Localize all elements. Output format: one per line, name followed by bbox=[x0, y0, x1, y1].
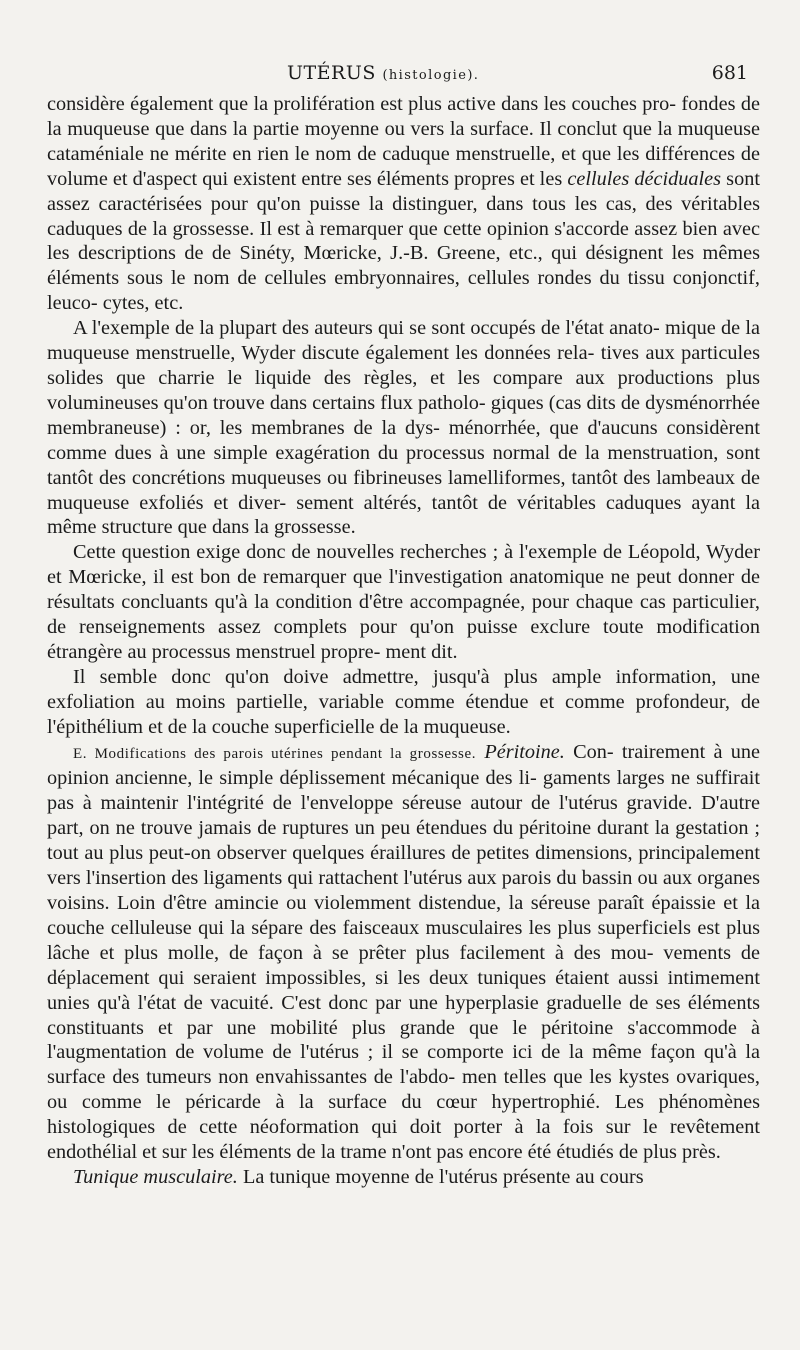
page-number: 681 bbox=[711, 62, 748, 84]
paragraph-4: Il semble donc qu'on doive admettre, jusqu'à plus ample information, une exfoliation au moins partielle, variable comme étendue et comme profondeur, de l'épithélium et de la couche superficielle de la muqueuse. bbox=[47, 665, 760, 738]
running-header bbox=[47, 56, 760, 92]
section-e-text: Con- trairement à une opinion ancienne, le simple déplissement mécanique des li- gaments larges ne suffirait pas à maintenir l'intégrité de l'enveloppe séreuse autour de l'utérus gravide. D'autre part, on ne trouve jamais de ruptures un peu étendues du péritoine durant la gestation ; tout au plus peut-on observer quelques éraillures de petites dimensions, principalement vers l'insertion des ligaments qui rattachent l'utérus aux parois du bassin ou aux organes voisins. Loin d'être amincie ou violemment distendue, la séreuse paraît épaissie et la couche celluleuse qui la sépare des faisceaux musculaires les plus superficiels est plus lâche et plus molle, de façon à se prêter plus facilement à des mou- vements de déplacement qui seraient impossibles, si les deux tuniques étaient aussi intimement unies qu'à l'état de vacuité. C'est donc par une hyperplasie graduelle de ses éléments constituants et par une mobilité plus grande que le péritoine s'accommode à l'augmentation de volume de l'utérus ; il se comporte ici de la même façon qu'à la surface des tumeurs non envahissantes de l'abdo- men telles que les kystes ovariques, ou comme le péricarde à la surface du cœur hypertrophié. Les phénomènes histologiques de cette néoformation qui doit porter à la fois sur le revêtement endothélial et sur les éléments de la trame n'ont pas encore été étudiés de plus près. bbox=[47, 740, 760, 1164]
paragraph-1-italic: cellules déciduales bbox=[567, 167, 722, 190]
paragraph-1-text-a: considère également que la prolifération est plus active dans les couches pro- fondes de la muqueuse que dans la partie moyenne ou vers la surface. Il conclut que la muqueuse cataméniale ne mérite en rien le nom de caduque menstruelle, et que les différences de volume et d'aspect qui existent entre ses éléments propres et les bbox=[47, 93, 760, 190]
tunique-paragraph bbox=[47, 1165, 760, 1190]
running-title bbox=[287, 62, 479, 84]
body-text bbox=[47, 92, 760, 1190]
tunique-text: La tunique moyenne de l'utérus présente au cours bbox=[242, 1165, 644, 1188]
paragraph-1 bbox=[47, 92, 760, 316]
section-e-paragraph bbox=[47, 740, 760, 1165]
paragraph-1-text-b: sont assez caractérisées pour qu'on puisse la distinguer, dans tous les cas, des véritables caduques de la grossesse. Il est à remarquer que cette opinion s'accorde assez bien avec les descriptions de de Sinéty, Mœricke, J.-B. Greene, etc., qui désignent les mêmes éléments sous le nom de cellules embryonnaires, cellules rondes du tissu conjonctif, leuco- cytes, etc. bbox=[47, 167, 760, 315]
title-main: UTÉRUS bbox=[287, 62, 376, 84]
paragraph-3: Cette question exige donc de nouvelles recherches ; à l'exemple de Léopold, Wyder et Mœricke, il est bon de remarquer que l'investigation anatomique ne peut donner de résultats concluants qu'à la condition d'être accompagnée, pour chaque cas particulier, de renseignements assez complets pour qu'on puisse exclure toute modification étrangère au processus menstruel propre- ment dit. bbox=[47, 541, 760, 663]
section-e-heading: E. Modifications des parois utérines pendant la grossesse. bbox=[73, 745, 477, 762]
paragraph-2: A l'exemple de la plupart des auteurs qui se sont occupés de l'état anato- mique de la muqueuse menstruelle, Wyder discute également les données rela- tives aux particules solides que charrie le liquide des règles, et les compare aux productions plus volumineuses qu'on trouve dans certains flux patholo- giques (cas dits de dysménorrhée membraneuse) : or, les membranes de la dys- ménorrhée, que d'aucuns considèrent comme dues à une simple exagération du processus normal de la menstruation, sont tantôt des concrétions muqueuses ou fibrineuses lamelliformes, tantôt des lambeaux de muqueuse exfoliés et diver- sement altérés, tantôt de véritables caduques ayant la même structure que dans la grossesse. bbox=[47, 317, 760, 539]
peritoine-heading: Péritoine. bbox=[484, 740, 565, 763]
title-sub: (histologie). bbox=[382, 68, 480, 83]
tunique-heading: Tunique musculaire. bbox=[73, 1165, 238, 1188]
